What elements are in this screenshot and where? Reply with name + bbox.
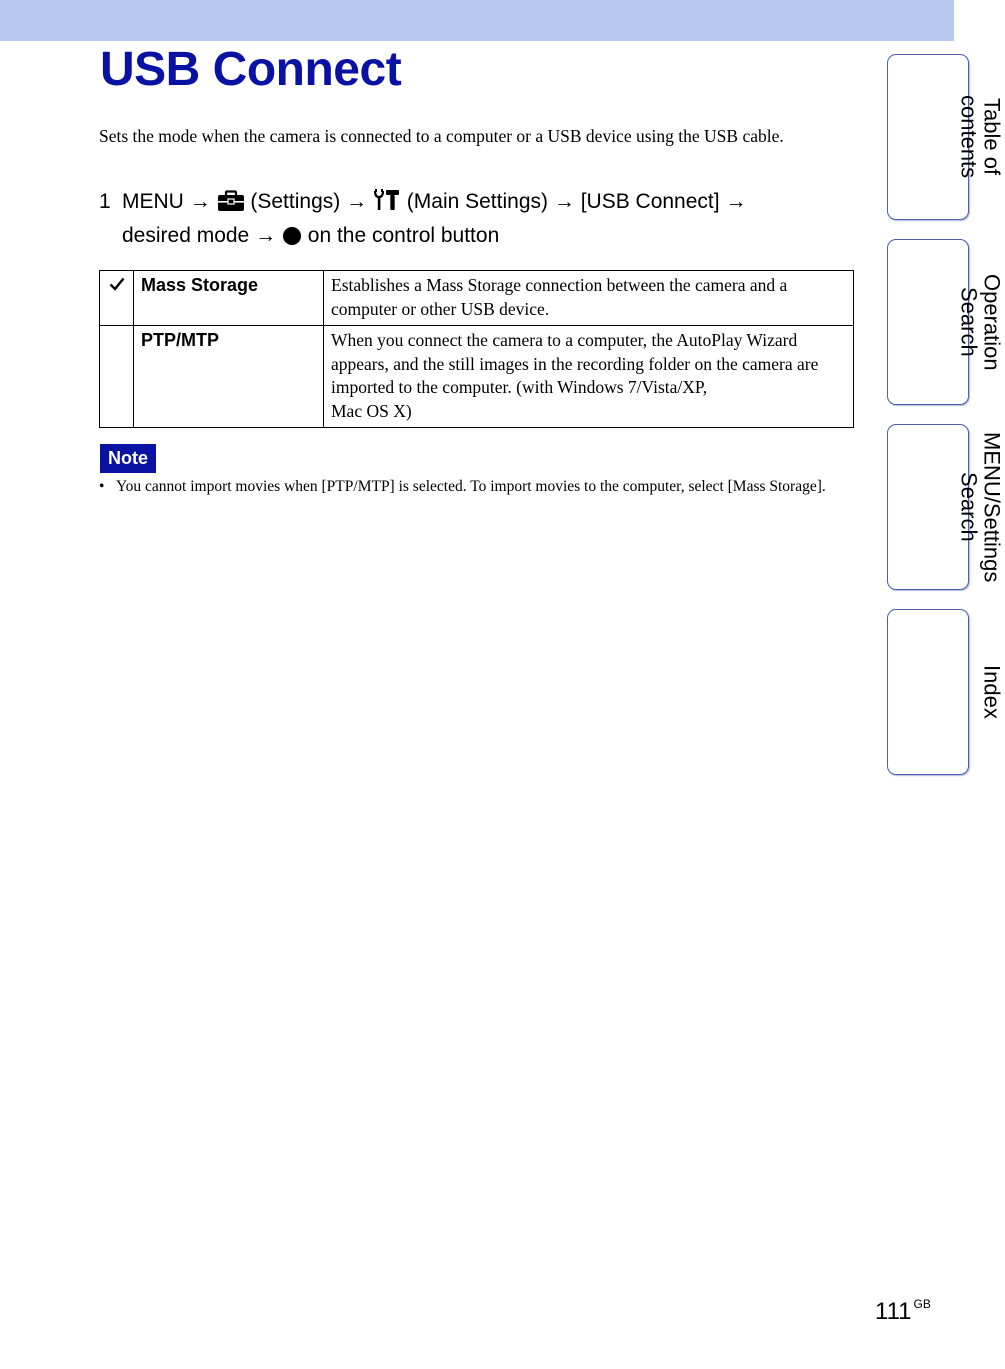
tab-label: Operation Search [956,273,1005,371]
tab-menu-settings-search[interactable] [887,424,1005,590]
note-text: You cannot import movies when [PTP/MTP] is selected. To import movies to the computer, select [Mass Storage]. [116,478,826,495]
filled-circle-icon [282,225,302,255]
note-item [99,476,854,497]
tab-label: Table of contents [956,95,1005,179]
main-settings-label: (Main Settings) [406,190,548,213]
arrow: → [255,224,277,247]
menu-path-step [99,187,829,255]
arrow: → [189,190,211,213]
arrow: → [725,190,747,213]
tab-label: Index [979,665,1005,719]
tab-index[interactable] [887,609,1005,775]
table-row [100,326,854,428]
page-number [875,1289,931,1327]
option-description [324,326,854,428]
menu-label: MENU [122,190,184,213]
bullet: • [99,478,105,495]
control-button-label: on the control button [307,224,500,247]
options-table [99,270,854,428]
note-label: Note [100,444,156,473]
description-line: When you connect the camera to a computer, the AutoPlay Wizard appears, and the still images in the recording folder on the camera are imported to the computer. (with Windows 7/Vista/XP, [331,330,819,397]
description-line: Mac OS X) [331,400,412,421]
wrench-screwdriver-icon [373,188,401,221]
header-band [0,0,954,41]
tab-operation-search[interactable] [887,239,1005,405]
option-name: Mass Storage [134,271,324,326]
page-suffix: GB [913,1297,931,1311]
table-row [100,271,854,326]
page-title: USB Connect [100,43,402,96]
option-description: Establishes a Mass Storage connection between the camera and a computer or other USB device. [324,271,854,326]
step-number: 1 [99,190,111,213]
page-number-value: 111 [875,1298,912,1325]
toolbox-icon [217,190,245,221]
arrow: → [346,190,368,213]
settings-label: (Settings) [250,190,341,213]
arrow: → [553,190,575,213]
tab-table-of-contents[interactable] [887,54,1005,220]
intro-text: Sets the mode when the camera is connected to a computer or a USB device using the USB cable. [99,126,784,146]
desired-mode-label: desired mode [122,224,250,247]
checkmark-cell [100,326,134,428]
tab-label: MENU/Settings Search [956,431,1005,583]
checkmark-cell [100,271,134,326]
usb-connect-label: [USB Connect] [580,190,720,213]
checkmark-icon [109,279,125,296]
option-name: PTP/MTP [134,326,324,428]
